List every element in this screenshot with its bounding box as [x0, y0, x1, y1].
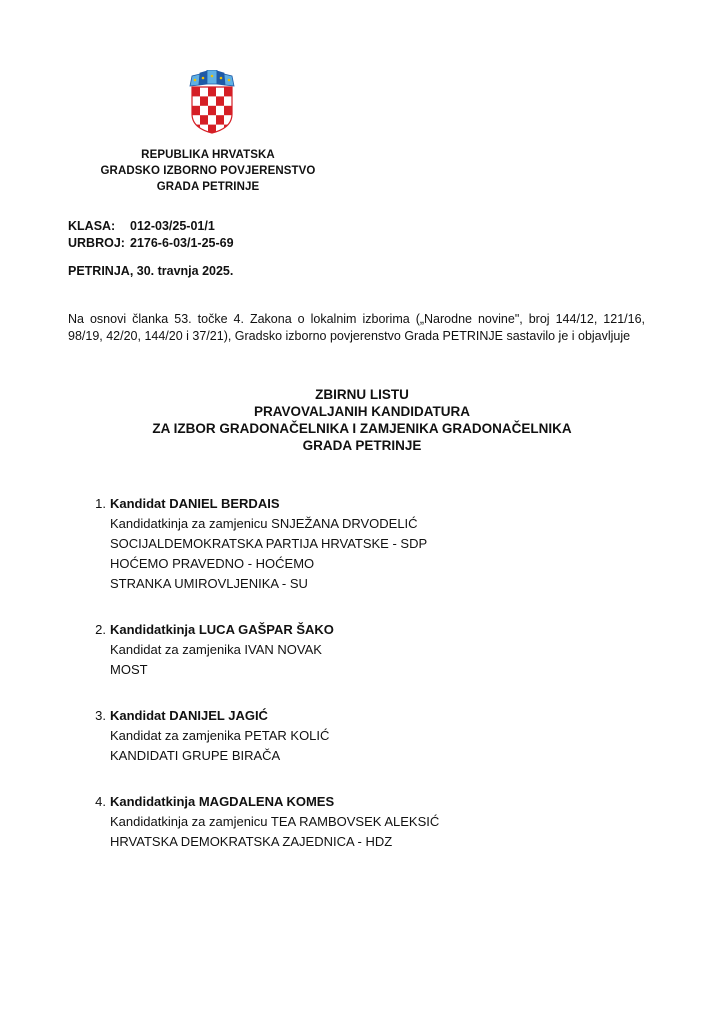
party-line: HOĆEMO PRAVEDNO - HOĆEMO [110, 556, 315, 571]
header-line-republic: REPUBLIKA HRVATSKA [141, 149, 275, 161]
klasa-row [68, 218, 234, 235]
candidate-entry [82, 494, 642, 594]
candidate-number: 4. [95, 794, 106, 809]
candidate-name: Kandidatkinja MAGDALENA KOMES [110, 794, 335, 809]
candidate-number: 1. [95, 496, 106, 511]
document-title [0, 386, 724, 454]
header-line-city: GRADA PETRINJE [156, 181, 260, 193]
title-line-4: GRADA PETRINJE [302, 438, 422, 453]
party-line: MOST [110, 662, 148, 677]
deputy-line: Kandidatkinja za zamjenicu TEA RAMBOVSEK ALEKSIĆ [110, 814, 440, 829]
party-line: STRANKA UMIROVLJENIKA - SU [110, 576, 308, 591]
title-line-2: PRAVOVALJANIH KANDIDATURA [254, 404, 470, 419]
candidate-number: 2. [95, 622, 106, 637]
klasa-value: 012-03/25-01/1 [130, 219, 215, 233]
party-line: SOCIJALDEMOKRATSKA PARTIJA HRVATSKE - SDP [110, 536, 428, 551]
deputy-line: Kandidat za zamjenika PETAR KOLIĆ [110, 728, 330, 743]
issuer-header [70, 147, 346, 195]
candidate-name: Kandidat DANIJEL JAGIĆ [110, 708, 268, 723]
header-line-commission: GRADSKO IZBORNO POVJERENSTVO [100, 165, 316, 177]
title-line-1: ZBIRNU LISTU [315, 387, 409, 402]
party-line: HRVATSKA DEMOKRATSKA ZAJEDNICA - HDZ [110, 834, 393, 849]
urbroj-value: 2176-6-03/1-25-69 [130, 236, 234, 250]
reference-block [68, 218, 234, 252]
candidate-entry [82, 792, 642, 852]
title-line-3: ZA IZBOR GRADONAČELNIKA I ZAMJENIKA GRADONAČELNIKA [152, 421, 572, 436]
klasa-label: KLASA: [68, 219, 116, 233]
candidate-entry [82, 620, 642, 680]
document-date: PETRINJA, 30. travnja 2025. [68, 264, 234, 278]
intro-paragraph: Na osnovi članka 53. točke 4. Zakona o lokalnim izborima („Narodne novine", broj 144/12, 121/16, 98/19, 42/20, 144/20 i 37/21), Gradsko izborno povjerenstvo Grada PETRINJE sastavilo je i objavljuje [68, 312, 645, 343]
candidate-number: 3. [95, 708, 106, 723]
candidate-list [82, 494, 642, 878]
party-line: KANDIDATI GRUPE BIRAČA [110, 748, 281, 763]
urbroj-label: URBROJ: [68, 236, 125, 250]
deputy-line: Kandidat za zamjenika IVAN NOVAK [110, 642, 322, 657]
candidate-entry [82, 706, 642, 766]
deputy-line: Kandidatkinja za zamjenicu SNJEŽANA DRVODELIĆ [110, 516, 418, 531]
crown [190, 70, 234, 86]
urbroj-row [68, 235, 234, 252]
candidate-name: Kandidatkinja LUCA GAŠPAR ŠAKO [110, 622, 334, 637]
coat-of-arms-icon [188, 70, 236, 134]
candidate-name: Kandidat DANIEL BERDAIS [110, 496, 280, 511]
